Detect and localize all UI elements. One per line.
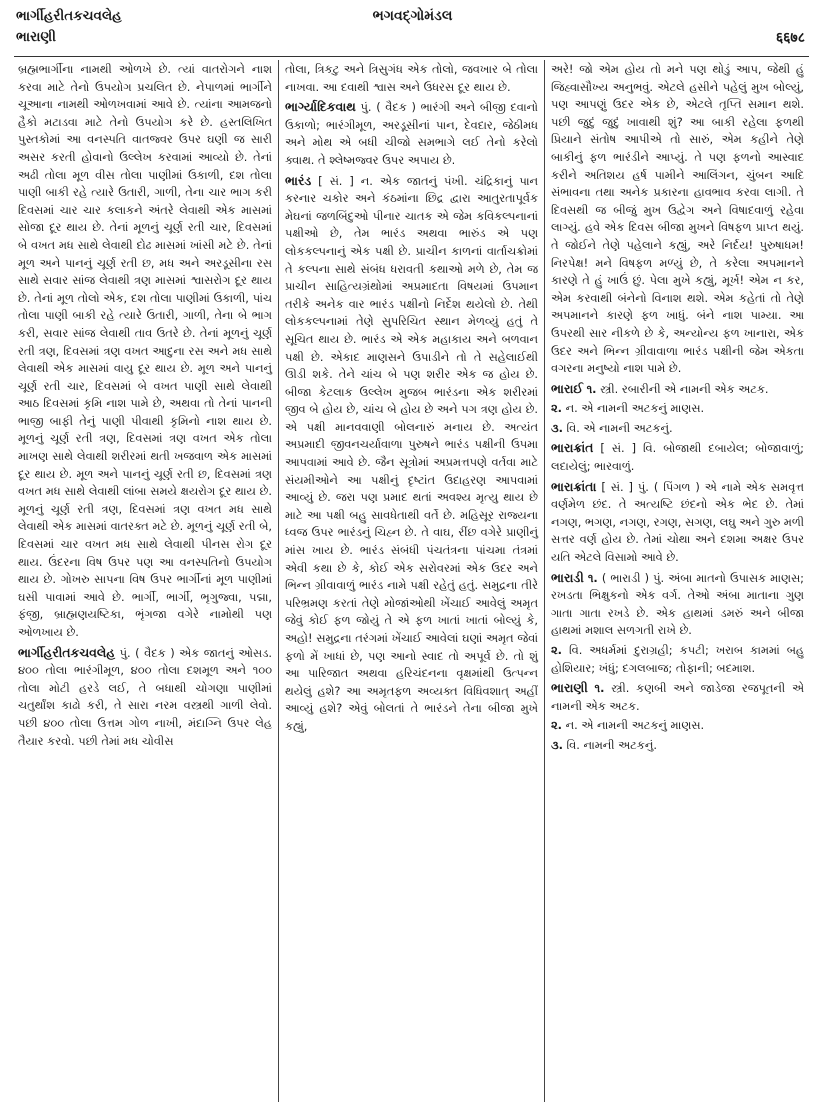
- dictionary-entry: [551, 642, 804, 677]
- page-number: ६६७८: [775, 30, 805, 46]
- dictionary-entry: [285, 60, 538, 96]
- entry-headword: ભારંડ: [285, 172, 312, 188]
- entry-definition: વિ. અધર્મમાં દુરાગ્રહી; કપટી; ખરાબ કામમાં બહુ હોશિયાર; ખંધું; દગલબાજ; તોફાની; બદમાશ.: [551, 643, 804, 675]
- column-2: [278, 60, 544, 1102]
- last-headword: ભારાણી: [16, 29, 57, 45]
- entry-headword: ભારાડી: [551, 569, 584, 585]
- entry-definition: [ સં. ] પું. ( પિંગળ ) એ નામે એક સમવૃત્ત વર્ણમેળ છંદ. તે અત્યષ્ટિ છંદનો એક ભેદ છે. તેમાં નગણ, ભગણ, નગણ, રગણ, સગણ, લઘુ અને ગુરુ મળી સત્તર વર્ણ હોય છે. તેમાં ચોથા અને દશમા અક્ષર ઉપર યતિ એટલે વિસામો આવે છે.: [551, 479, 804, 565]
- dictionary-entry: [551, 439, 804, 475]
- dictionary-entry: [551, 400, 804, 418]
- entry-headword: ભારાક્રાંતા: [551, 478, 597, 494]
- sense-number: ૧.: [587, 570, 598, 585]
- dictionary-entry: [285, 98, 538, 169]
- dictionary-entry: [18, 60, 272, 642]
- sense-number: ૨.: [551, 643, 563, 657]
- entry-definition: ( ભારાડી ) પું. અંબા માતનો ઉપાસક માણસ; રખડતા ભિક્ષુકનો એક વર્ગ. તેઓ અંબા માતાના ગુણ ગાતા ગાતા રખડે છે. એક હાથમાં ડમરું અને બીજા હાથમાં મશાલ સળગતી રાખે છે.: [551, 570, 805, 638]
- column-3: [544, 60, 810, 1102]
- column-1: [12, 60, 278, 1102]
- dictionary-entry: [551, 717, 804, 735]
- entry-headword: ભાર્ગ્યાદિકવાથ: [285, 99, 356, 115]
- dictionary-entry: [551, 420, 804, 438]
- entry-definition: સ્ત્રી. રબારીની એ નામની એક અટક.: [600, 381, 769, 396]
- sense-number: ૨.: [551, 718, 563, 733]
- entry-headword: ભારાઈ: [551, 380, 583, 396]
- entry-headword: ભારાણી: [551, 680, 588, 696]
- entry-definition: અરે! જો એમ હોય તો મને પણ થોડું આપ, જેથી હું જિહ્વાસૌખ્ય અનુભવું. એટલે હસીને પહેલું મુખ બોલ્યું, પણ આપણું ઉદર એક છે, એટલે તૃપ્તિ સમાન થશે. પછી જુદું જુદું ખાવાથી શું? આ બાકી રહેલા ફળથી પ્રિયાને સંતોષ આપીએ તો સારું, એમ કહીને તેણે બાકીનું ફળ ભારંડીને આપ્યું. તે પણ ફળનો આસ્વાદ કરીને અતિશય હર્ષ પામીને આલિંગન, ચુંબન આદિ સંભાવના તથા અનેક પ્રકારના હાવભાવ કરવા લાગી. તે દિવસથી જ બીજું મુખ ઉદ્વેગ અને વિષાદવાળું રહેવા લાગ્યું. હવે એક દિવસ બીજા મુખને વિષફળ પ્રાપ્ત થયું. તે જોઈને તેણે પહેલાને કહ્યું, અરે નિર્દય! પુરુષાધમ! નિરપેક્ષ! મને વિષફળ મળ્યું છે, તે કરેલા અપમાનને કારણે તે હું ખાઉં છું. પેલા મુખે કહ્યું, મૂર્ખ! એમ ન કર, એમ કરવાથી બંનેનો વિનાશ થશે. એમ કહેતાં તો તેણે અપમાનને કારણે ફળ ખાધું. બંને નાશ પામ્યા. આ ઉપરથી સાર નીકળે છે કે, અન્યોન્ય ફળ ખાનારા, એક ઉદર અને ભિન્ન ગ્રીવાવાળા ભારંડ પક્ષીની જેમ એકતા વગરના મનુષ્યો નાશ પામે છે.: [551, 62, 804, 376]
- dictionary-entry: [551, 60, 804, 378]
- entry-definition: પું. ( વૈદક ) એક જાતનું ઓસડ. ૪૦૦ તોલા ભારંગીમૂળ, ૪૦૦ તોલા દશમૂળ અને ૧૦૦ તોલા મોટી હરડે લઈ, તે બધાથી ચોગણા પાણીમાં ચતુર્થાંશ કાઢો કરી, તે સારા નરમ વસ્ત્રથી ગાળી લેવો. પછી ૪૦૦ તોલા ઉત્તમ ગોળ નાખી, મંદાગ્નિ ઉપર લેહ તૈયાર કરવો. પછી તેમાં મધ ચોવીસ: [18, 645, 272, 748]
- sense-number: ૧.: [594, 681, 605, 696]
- sense-number: ૩.: [551, 737, 563, 752]
- entry-definition: ન. એ નામની અટકનું માણસ.: [565, 401, 705, 416]
- header-rule: [14, 56, 809, 57]
- entry-headword: ભાર્ગીહરીતકચવલેહ: [18, 644, 116, 660]
- entry-definition: [ સં. ] વિ. બોજાથી દબાયેલ; બોજાવાળું; લદાયેલું; ભારવાળું.: [551, 441, 804, 474]
- dictionary-entry: [551, 478, 804, 567]
- page-header: [0, 0, 825, 62]
- dictionary-entry: [551, 737, 804, 755]
- entry-definition: બ્રહ્મભાર્ગીના નામથી ઓળખે છે. ત્યાં વાતરોગને નાશ કરવા માટે તેનો ઉપયોગ પ્રચલિત છે. નેપાળમાં ભાર્ગીને ચૂઆના નામથી ઓળખવામાં આવે છે. ત્યાંના આમજનો હૈકો મટાડવા માટે તેનો ઉપયોગ કરે છે. હસ્તલિખિત પુસ્તકોમાં આ વનસ્પતિ વાતજ્વર ઉપર ઘણી જ સારી અસર કરતી હોવાનો ઉલ્લેખ કરવામાં આવ્યો છે. તેનાં અઢી તોલા મૂળ વીસ તોલા પાણીમાં ઉકાળી, દશ તોલા પાણી બાકી રહે ત્યારે ઉતારી, ગાળી, તેના ચાર ભાગ કરી દિવસમાં ચાર ચાર કલાકને અંતરે લેવાથી એક માસમાં સોજા દૂર થાય છે. તેનાં મૂળનું ચૂર્ણ રતી ચાર, દિવસમાં બે વખત મધ સાથે લેવાથી દોઢ માસમાં ખાંસી મટે છે. તેનાં મૂળ અને પાનનું ચૂર્ણ રતી છ, મધ અને અરડૂસીના રસ સાથે સવાર સાંજ લેવાથી ત્રણ માસમાં શ્વાસરોગ દૂર થાય છે. તેનાં મૂળ તોલો એક, દશ તોલા પાણીમાં ઉકાળી, પાંચ તોલા પાણી બાકી રહે ત્યારે ઉતારી, ગાળી, તેના બે ભાગ કરી, સવાર સાંજ લેવાથી તાવ ઉતરે છે. તેનાં મૂળનું ચૂર્ણ રતી ત્રણ, દિવસમાં ત્રણ વખત આદુના રસ અને મધ સાથે લેવાથી એક માસમાં વાયુ દૂર થાય છે. મૂળ અને પાનનું ચૂર્ણ રતી ચાર, દિવસમાં બે વખત પાણી સાથે લેવાથી આઠ દિવસમાં કૃમિ નાશ પામે છે, અથવા તો તેનાં પાનની ભાજી બાફી તેનું પાણી પીવાથી કૃમિનો નાશ થાય છે. મૂળનું ચૂર્ણ રતી ત્રણ, દિવસમાં ત્રણ વખત એક તોલા માખણ સાથે લેવાથી શરીરમાં થતી ખજવાળ એક માસમાં દૂર થાય છે. મૂળ અને પાનનું ચૂર્ણ રતી છ, દિવસમાં ત્રણ વખત મધ સાથે લેવાથી લાંબા સમયે ક્ષયરોગ દૂર થાય છે. મૂળનું ચૂર્ણ રતી ત્રણ, દિવસમાં ત્રણ વખત મધ સાથે લેવાથી એક માસમાં વાતરક્ત મટે છે. મૂળનું ચૂર્ણ રતી બે, દિવસમાં ચાર વખત મધ સાથે લેવાથી પીનસ રોગ દૂર થાય. ઉંદરના વિષ ઉપર પણ આ વનસ્પતિનો ઉપયોગ થાય છે. ગોખરુ સાપના વિષ ઉપર ભાર્ગીનાં મૂળ પાણીમાં ઘસી પાવામાં આવે છે. ભાર્ગી, ભાર્ગી, ભૃગુજ્વા, પદ્મા, ફંજી, બ્રાહ્મણયષ્ટિકા, ભૃંગજા વગેરે નામોથી પણ ઓળખાય છે.: [18, 62, 272, 639]
- entry-definition: ન. એ નામની અટકનું માણસ.: [565, 718, 705, 733]
- entry-definition: [ સં. ] ન. એક જાતનું પંખી. ચંદ્રિકાનું પાન કરનાર ચકોર અને કંઠમાંના છિદ્ર દ્વારા આતુરતાપૂર્વક મેઘનાં જળબિંદુઓ પીનાર ચાતક એ જેમ કવિકલ્પનાનાં પક્ષીઓ છે, તેમ ભારંડ અથવા ભારુંડ એ પણ લોકકલ્પનાનું એક પક્ષી છે. પ્રાચીન કાળનાં વાર્તાચક્રોમાં તે કલ્પના સાથે સંબંધ ધરાવતી કથાઓ મળે છે, તેમ જ પ્રાચીન સાહિત્યગ્રંથોમાં અપ્રમાદતા વિષયમાં ઉપમાન તરીકે અનેક વાર ભારંડ પક્ષીનો નિર્દેશ થયેલો છે. તેથી લોકકલ્પનામાં તેણે સુપરિચિત સ્થાન મેળવ્યું હતું તે સૂચિત થાય છે. ભારંડ એ એક મહાકાય અને બળવાન પક્ષી છે. એકાદ માણસને ઉપાડીને તો તે સહેલાઈથી ઊડી શકે. તેને ચાંચ બે પણ શરીર એક જ હોય છે. બીજા કેટલાક ઉલ્લેખ મુજબ ભારંડના એક શરીરમાં જીવ બે હોય છે, ચાંચ બે હોય છે અને પગ ત્રણ હોય છે. એ પક્ષી માનવવાણી બોલનારું મનાય છે. અત્યંત અપ્રમાદી જીવનચર્યાવાળા પુરુષને ભારંડ પક્ષીની ઉપમા આપવામાં આવે છે. જૈન સૂત્રોમાં અપ્રમત્તપણે વર્તવા માટે સંયમીઓને આ પક્ષીનું દૃષ્ટાંત ઉદાહરણ આપવામાં આવ્યું છે. જરા પણ પ્રમાદ થતાં અવશ્ય મૃત્યુ થાય છે માટે આ પક્ષી બહુ સાવધેતાથી વર્તે છે. મહિસૂર રાજ્યના ધ્વજ ઉપર ભારંડનું ચિહ્ન છે. તે વાઘ, રીંછ વગેરે પ્રાણીનું માંસ ખાય છે. ભારંડ સંબંધી પંચતંત્રના પાંચમા તંત્રમાં એવી કથા છે કે, કોઈ એક સરોવરમાં એક ઉદર અને ભિન્ન ગ્રીવાવાળું ભારંડ નામે પક્ષી રહેતું હતું. સમુદ્રના તીરે પરિભ્રમણ કરતાં તેણે મોજાંઓથી ખેંચાઈ આવેલું અમૃત જેવું કોઈ ફળ જોયું તે એ ફળ ખાતાં ખાતાં બોલ્યું કે, અહો! સમુદ્રના તરંગમાં ખેંચાઈ આવેલાં ઘણાં અમૃત જેવાં ફળો મેં ખાધાં છે, પણ આનો સ્વાદ તો અપૂર્વ છે. તો શું આ પારિજાત અથવા હરિચંદનના વૃક્ષમાંથી ઉત્પન્ન થયેલું હશે? આ અમૃતફળ અવ્યક્ત વિધિવશાત્ અહીં આવ્યું હશે? એવું બોલતાં તે ભારંડને તેના બીજા મુખે કહ્યું,: [285, 173, 539, 733]
- entry-definition: વિ. એ નામની અટકનું.: [566, 420, 673, 435]
- entry-definition: તોલા, ત્રિકટુ અને ત્રિસુગંધ એક તોલો, જવખાર બે તોલા નાખવા. આ દવાથી શ્વાસ અને ઉધરસ દૂર થાય છે.: [285, 62, 538, 94]
- dictionary-columns: [12, 60, 814, 1102]
- sense-number: ૧.: [586, 381, 597, 396]
- dictionary-entry: [285, 172, 538, 736]
- entry-headword: ભારાક્રાંત: [551, 440, 594, 456]
- first-headword: ભાર્ગીહરીતકચવલેહ: [16, 8, 122, 24]
- dictionary-entry: [18, 644, 272, 751]
- sense-number: ૩.: [551, 420, 563, 435]
- dictionary-entry: [551, 380, 804, 399]
- entry-definition: વિ. નામની અટકનું.: [566, 737, 657, 752]
- dictionary-entry: [551, 679, 804, 715]
- sense-number: ૨.: [551, 401, 563, 416]
- dictionary-title: ભગવદ્ગોમંડલ: [372, 8, 453, 24]
- dictionary-entry: [551, 569, 804, 640]
- entry-definition: પું. ( વૈદક ) ભારંગી અને બીજી દવાનો ઉકાળો; ભારંગીમૂળ, અરડૂસીનાં પાન, દેવદાર, જેઠીમધ અને મોથ એ બધી ચીજો સમભાગે લઈ તેનો કરેલો ક્વાથ. તે શ્લેષ્મજ્વર ઉપર અપાય છે.: [285, 100, 539, 167]
- entry-definition: સ્ત્રી. કણબી અને જાડેજા રજપૂતની એ નામની એક અટક.: [551, 681, 804, 713]
